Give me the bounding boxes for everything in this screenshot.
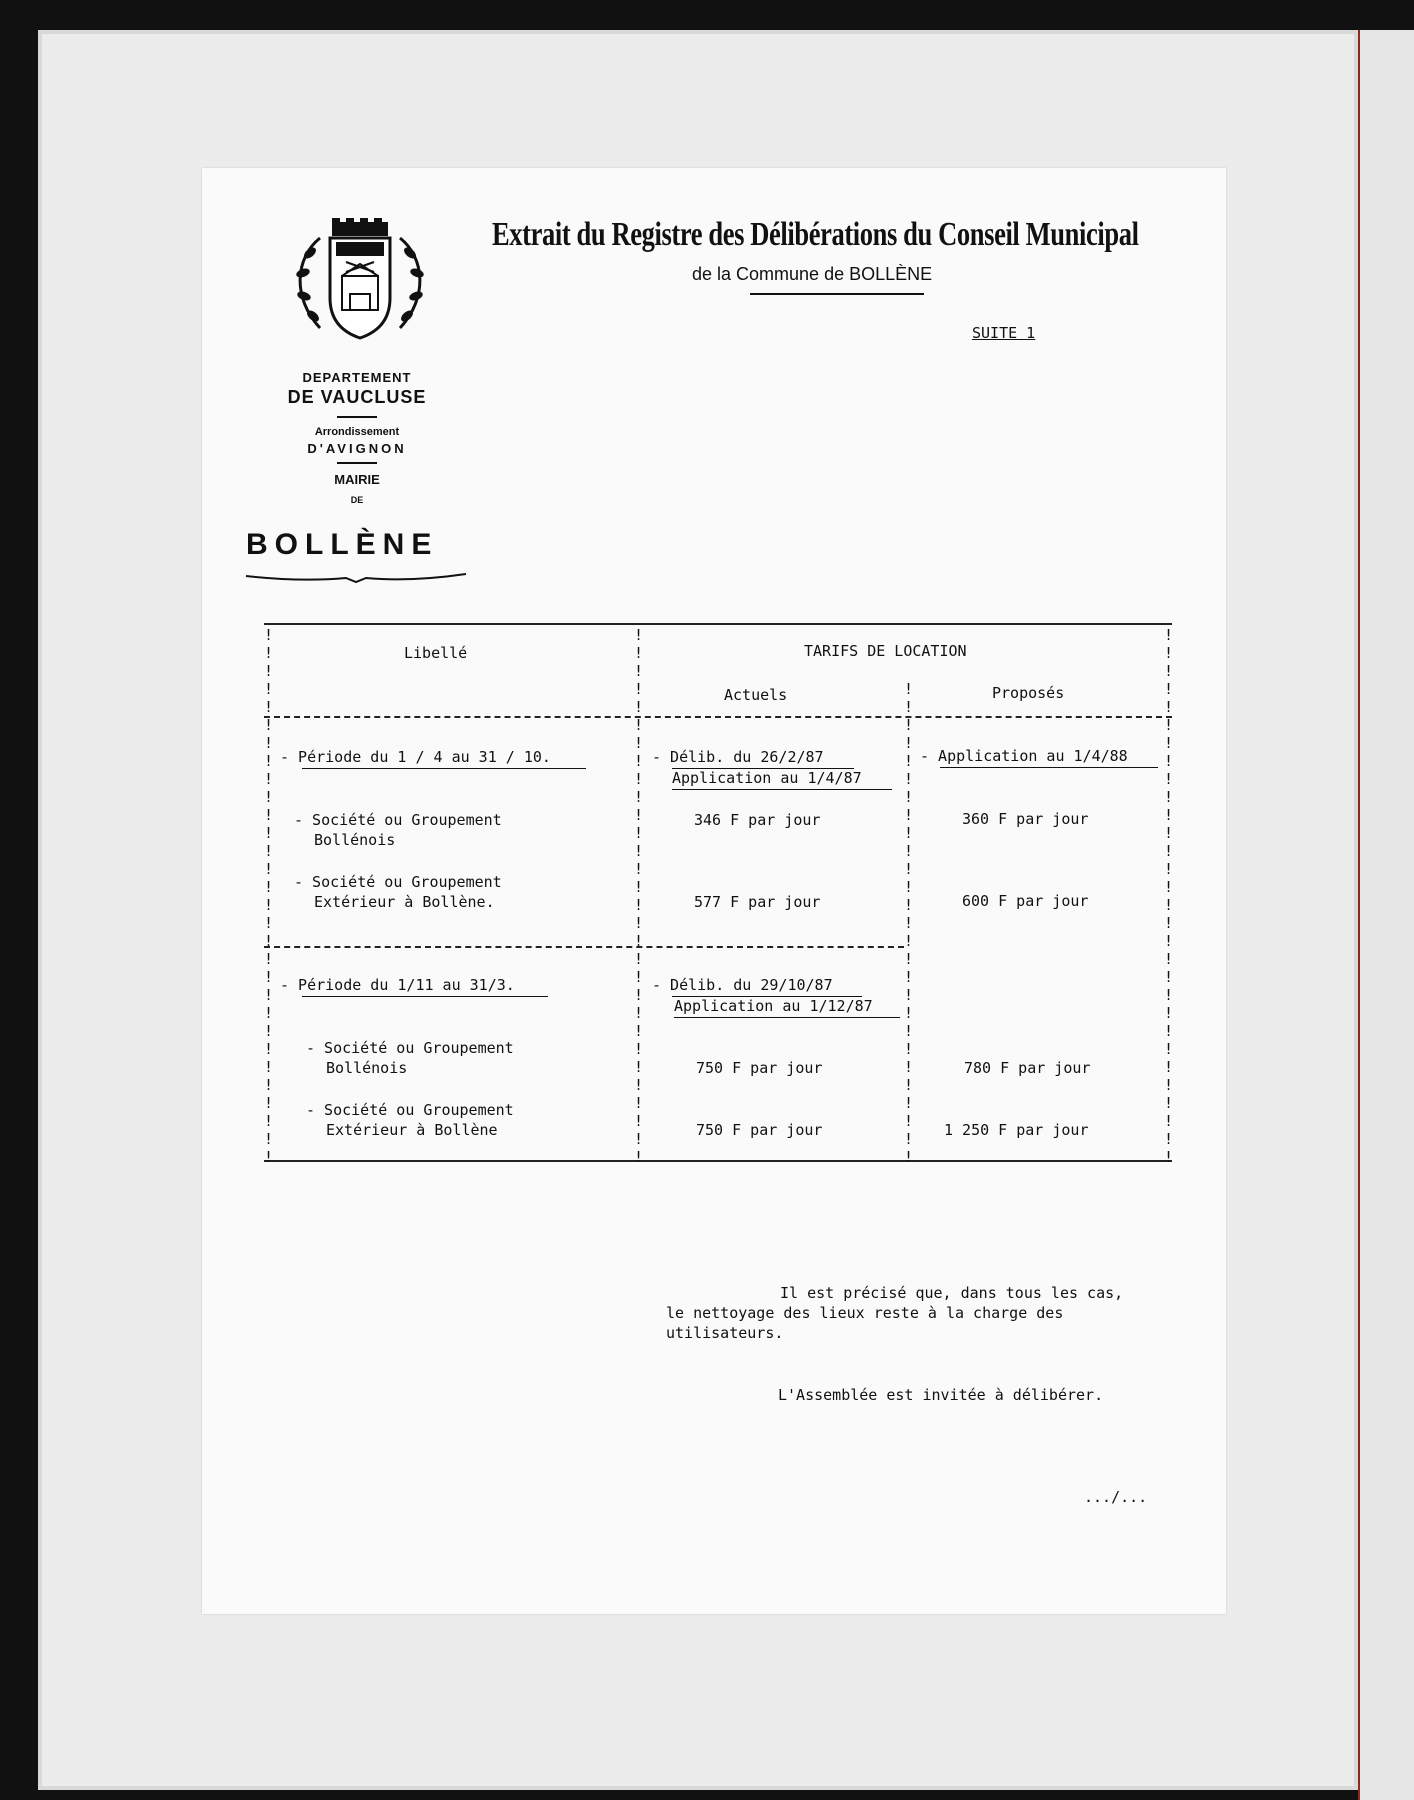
flourish-icon — [246, 570, 466, 584]
letterhead-divider — [337, 416, 377, 418]
assembly-note: L'Assemblée est invitée à délibérer. — [778, 1386, 1104, 1404]
note-line-3: utilisateurs. — [666, 1324, 784, 1342]
table-group-separator — [264, 946, 904, 948]
row-4-propose: 1 250 F par jour — [944, 1121, 1089, 1139]
next-page-edge — [1358, 30, 1414, 1800]
period-1-label: - Période du 1 / 4 au 31 / 10. — [280, 748, 551, 766]
row-3-propose: 780 F par jour — [964, 1059, 1091, 1077]
row-2-actuel: 577 F par jour — [694, 893, 821, 911]
note-line-1: Il est précisé que, dans tous les cas, — [780, 1284, 1124, 1302]
row-4-label: - Société ou Groupement — [306, 1101, 514, 1119]
row-1-actuel: 346 F par jour — [694, 811, 821, 829]
document-paper — [202, 168, 1226, 1614]
row-1-label: - Société ou Groupement — [294, 811, 502, 829]
row-1-propose: 360 F par jour — [962, 810, 1089, 828]
period-2-actuel-application: Application au 1/12/87 — [674, 997, 873, 1015]
row-3-actuel: 750 F par jour — [696, 1059, 823, 1077]
row-2-label: - Société ou Groupement — [294, 873, 502, 891]
continuation-mark: .../... — [1084, 1488, 1148, 1506]
town-name: BOLLÈNE — [246, 528, 439, 561]
letterhead-divider — [337, 462, 377, 464]
mairie-label: MAIRIE — [334, 472, 380, 487]
suite-label: SUITE 1 — [972, 324, 1036, 342]
row-4-label-2: Extérieur à Bollène — [326, 1121, 498, 1139]
row-2-label-2: Extérieur à Bollène. — [314, 893, 495, 911]
table-col-divider-1: ! ! ! ! ! ! ! ! ! ! ! ! ! ! ! ! ! ! ! ! ! ! ! ! ! ! ! ! ! ! — [634, 626, 644, 1166]
table-top-border — [264, 623, 1172, 625]
table-header-separator — [264, 716, 1172, 718]
header-tarifs: TARIFS DE LOCATION — [804, 642, 967, 660]
period-2-delib: - Délib. du 29/10/87 — [652, 976, 833, 994]
coat-of-arms-icon — [280, 218, 440, 348]
row-3-label-2: Bollénois — [326, 1059, 408, 1077]
period-2-label: - Période du 1/11 au 31/3. — [280, 976, 515, 994]
letterhead-department — [242, 370, 472, 505]
header-libelle: Libellé — [404, 644, 468, 662]
document-title: Extrait du Registre des Délibérations du Conseil Municipal — [492, 216, 1139, 253]
row-2-propose: 600 F par jour — [962, 892, 1089, 910]
departement-label: DEPARTEMENT — [302, 370, 412, 385]
period-1-delib: - Délib. du 26/2/87 — [652, 748, 824, 766]
title-divider — [750, 293, 924, 295]
header-proposes: Proposés — [992, 684, 1065, 702]
header-actuels: Actuels — [724, 686, 788, 704]
arrondissement-label: Arrondissement — [314, 426, 400, 438]
avignon-label: D'AVIGNON — [307, 441, 407, 456]
note-line-2: le nettoyage des lieux reste à la charge des — [666, 1304, 1064, 1322]
period-1-propose-application: - Application au 1/4/88 — [920, 747, 1128, 765]
table-bottom-border — [264, 1160, 1172, 1162]
de-label: DE — [350, 495, 364, 505]
period-1-actuel-application: Application au 1/4/87 — [672, 769, 862, 787]
table-right-border: ! ! ! ! ! ! ! ! ! ! ! ! ! ! ! ! ! ! ! ! ! ! ! ! ! ! ! ! ! ! — [1164, 626, 1174, 1166]
document-subtitle: de la Commune de BOLLÈNE — [692, 264, 933, 284]
vaucluse-label: DE VAUCLUSE — [287, 387, 427, 407]
row-1-label-2: Bollénois — [314, 831, 396, 849]
row-3-label: - Société ou Groupement — [306, 1039, 514, 1057]
table-col-divider-2: ! ! ! ! ! ! ! ! ! ! ! ! ! ! ! ! ! ! ! ! ! ! ! ! ! ! ! — [904, 680, 914, 1166]
table-left-border: ! ! ! ! ! ! ! ! ! ! ! ! ! ! ! ! ! ! ! ! ! ! ! ! ! ! ! ! ! ! — [264, 626, 274, 1166]
row-4-actuel: 750 F par jour — [696, 1121, 823, 1139]
